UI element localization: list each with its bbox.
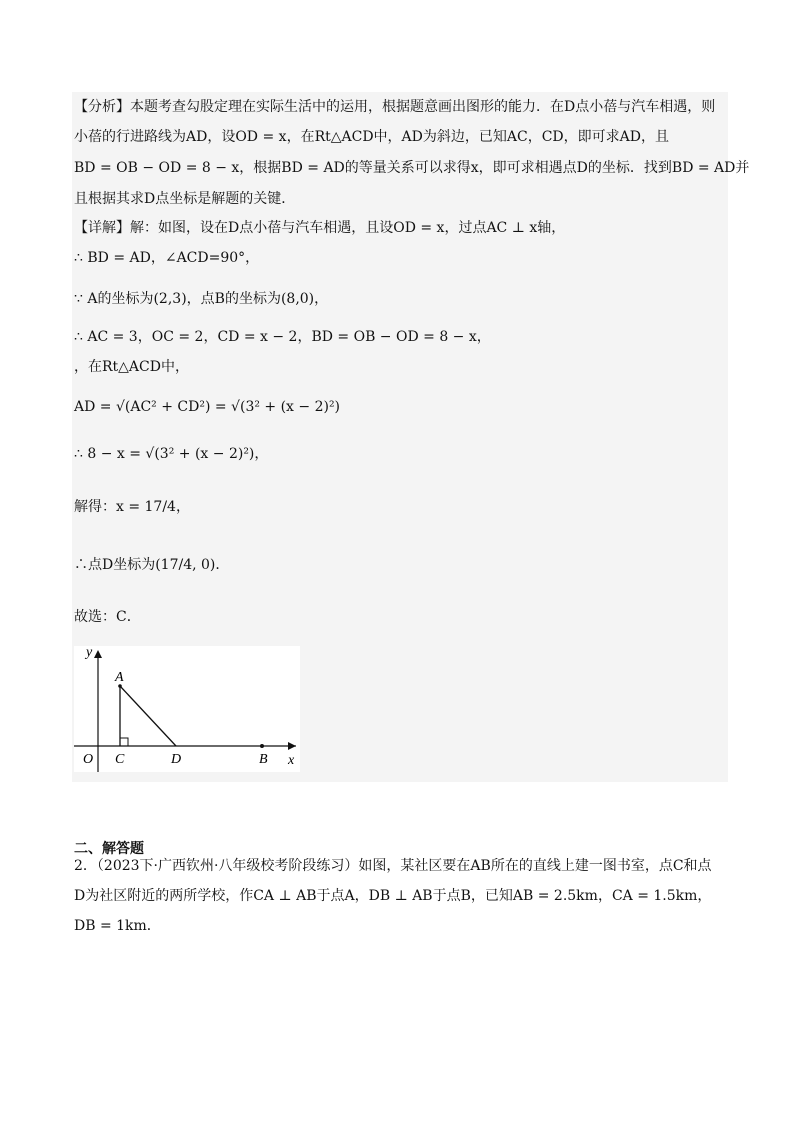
x-axis-label: x — [288, 753, 295, 768]
label-b: B — [259, 752, 268, 767]
analysis-line-3: BD = OB − OD = 8 − x，根据BD = AD的等量关系可以求得x，即可求相遇点D的坐标．找到BD = AD并 — [74, 160, 750, 176]
detail-line-4: ∴ AC = 3，OC = 2，CD = x − 2，BD = OB − OD = 8 − x， — [74, 329, 491, 345]
detail-line-2: ∴ BD = AD，∠ACD=90°， — [74, 250, 260, 266]
x-axis-arrow — [288, 742, 296, 750]
analysis-line-1: 【分析】本题考查勾股定理在实际生活中的运用，根据题意画出图形的能力．在D点小蓓与汽车相遇，则 — [74, 99, 716, 115]
answer-choice: 故选：C． — [74, 609, 141, 625]
question-line-3: DB = 1km． — [74, 918, 161, 934]
label-d: D — [171, 752, 182, 767]
section-title: 二、解答题 — [74, 841, 144, 857]
detail-line-5: ，在Rt△ACD中， — [74, 359, 189, 375]
y-axis-label: y — [86, 646, 93, 660]
label-a: A — [115, 670, 124, 685]
question-line-2: D为社区附近的两所学校，作CA ⊥ AB于点A，DB ⊥ AB于点B，已知AB = 2.5km，CA = 1.5km， — [74, 888, 712, 904]
detail-line-1: 【详解】解：如图，设在D点小蓓与汽车相遇，且设OD = x，过点AC ⊥ x轴， — [74, 220, 566, 236]
label-c: C — [115, 752, 125, 767]
segment-ad — [120, 686, 176, 746]
label-o: O — [83, 752, 94, 767]
solve-result: 解得：x = 17/4， — [74, 499, 190, 515]
analysis-line-2: 小蓓的行进路线为AD，设OD = x，在Rt△ACD中，AD为斜边，已知AC，CD，即可求AD，且 — [74, 129, 669, 145]
right-angle-mark — [120, 738, 128, 746]
point-b-dot — [260, 744, 264, 748]
coordinate-figure — [74, 646, 300, 772]
formula-equation: ∴ 8 − x = √(3² + (x − 2)²)， — [74, 446, 269, 462]
y-axis-arrow — [94, 650, 102, 658]
coordinate-diagram — [74, 646, 300, 772]
formula-ad: AD = √(AC² + CD²) = √(3² + (x − 2)²) — [74, 399, 341, 415]
detail-line-3: ∵ A的坐标为(2,3)，点B的坐标为(8,0)， — [74, 291, 329, 307]
analysis-line-4: 且根据其求D点坐标是解题的关键． — [74, 191, 296, 207]
point-d-coordinate: ∴点D坐标为(17/4, 0)． — [74, 557, 230, 573]
question-line-1: 2．（2023下·广西钦州·八年级校考阶段练习）如图，某社区要在AB所在的直线上建一图书室，点C和点 — [74, 858, 712, 874]
